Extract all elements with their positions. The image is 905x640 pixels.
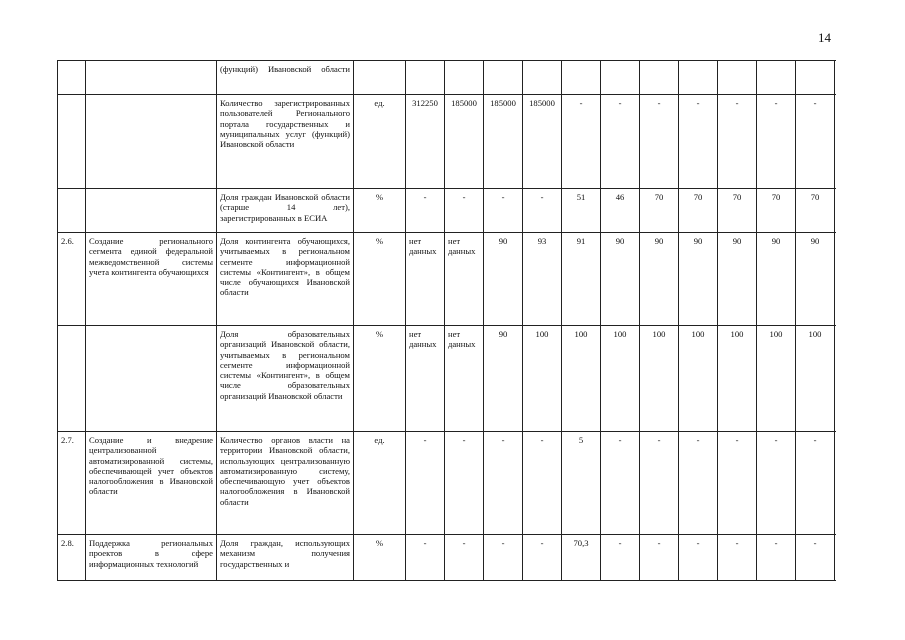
cell-value	[835, 432, 837, 535]
cell-value: 70	[718, 189, 757, 233]
cell-value: -	[601, 95, 640, 189]
cell-activity-name: Создание и внедрение централизованной автоматизированной системы, обеспечивающей учет объектов налогообложения в Ивановской области	[86, 432, 217, 535]
cell-value: 91	[562, 233, 601, 326]
cell-value: -	[406, 432, 445, 535]
cell-value: -	[523, 189, 562, 233]
cell-unit: %	[354, 189, 406, 233]
cell-number	[58, 61, 86, 95]
cell-activity-name	[86, 326, 217, 432]
cell-value: -	[484, 535, 523, 581]
cell-unit: %	[354, 535, 406, 581]
cell-activity-name: Поддержка региональных проектов в сфере информационных технологий	[86, 535, 217, 581]
cell-value	[445, 61, 484, 95]
cell-value: -	[796, 432, 835, 535]
cell-unit: ед.	[354, 432, 406, 535]
cell-value: -	[406, 189, 445, 233]
cell-unit: ед.	[354, 95, 406, 189]
cell-value: 100	[523, 326, 562, 432]
cell-value: 90	[601, 233, 640, 326]
cell-value: 185000	[523, 95, 562, 189]
cell-value: 70	[640, 189, 679, 233]
table-row	[58, 95, 837, 189]
cell-value: нет данных	[445, 233, 484, 326]
cell-value: 100	[640, 326, 679, 432]
cell-value: 5	[562, 432, 601, 535]
cell-value: 70	[757, 189, 796, 233]
cell-value: 90	[484, 326, 523, 432]
cell-indicator: (функций) Ивановской области	[217, 61, 354, 95]
cell-indicator: Доля граждан, использующих механизм получения государственных и	[217, 535, 354, 581]
cell-value: -	[679, 432, 718, 535]
cell-activity-name	[86, 61, 217, 95]
cell-value: 90	[718, 233, 757, 326]
cell-value	[835, 233, 837, 326]
cell-value: 90	[679, 233, 718, 326]
cell-value: -	[718, 535, 757, 581]
cell-value: 70	[796, 189, 835, 233]
cell-value: -	[445, 535, 484, 581]
cell-value	[757, 61, 796, 95]
cell-value: -	[796, 535, 835, 581]
cell-value: -	[640, 432, 679, 535]
cell-unit: %	[354, 326, 406, 432]
cell-activity-name: Создание регионального сегмента единой федеральной межведомственной системы учета контингента обучающихся	[86, 233, 217, 326]
cell-value	[484, 61, 523, 95]
cell-value: -	[601, 432, 640, 535]
cell-number	[58, 95, 86, 189]
cell-value: -	[640, 535, 679, 581]
cell-value	[640, 61, 679, 95]
cell-value: -	[757, 95, 796, 189]
cell-value: нет данных	[406, 326, 445, 432]
cell-value: 100	[601, 326, 640, 432]
cell-value: -	[718, 432, 757, 535]
cell-indicator: Количество органов власти на территории Ивановской области, использующих централизованную автоматизированную систему, обеспечивающую учет объектов налогообложения в Ивановской области	[217, 432, 354, 535]
cell-indicator: Доля образовательных организаций Ивановской области, учитываемых в региональном сегменте информационной системы «Контингент», в общем числе образовательных организаций Ивановской области	[217, 326, 354, 432]
cell-value: нет данных	[406, 233, 445, 326]
cell-value: 70,3	[562, 535, 601, 581]
cell-value: -	[562, 95, 601, 189]
table-row	[58, 189, 837, 233]
cell-value: 185000	[484, 95, 523, 189]
cell-value: -	[679, 535, 718, 581]
cell-value: 90	[484, 233, 523, 326]
cell-value: -	[718, 95, 757, 189]
cell-value: 51	[562, 189, 601, 233]
cell-value: 185000	[445, 95, 484, 189]
cell-value: -	[445, 432, 484, 535]
cell-unit	[354, 61, 406, 95]
cell-activity-name	[86, 95, 217, 189]
cell-indicator: Доля граждан Ивановской области (старше 14 лет), зарегистрированных в ЕСИА	[217, 189, 354, 233]
cell-number: 2.7.	[58, 432, 86, 535]
cell-value: 100	[757, 326, 796, 432]
cell-value: -	[484, 189, 523, 233]
cell-value	[718, 61, 757, 95]
cell-value: -	[523, 432, 562, 535]
cell-indicator: Количество зарегистрированных пользователей Регионального портала государственных и муниципальных услуг (функций) Ивановской области	[217, 95, 354, 189]
cell-value: 100	[718, 326, 757, 432]
cell-value: 100	[562, 326, 601, 432]
cell-activity-name	[86, 189, 217, 233]
cell-number	[58, 189, 86, 233]
cell-value: 46	[601, 189, 640, 233]
cell-value	[523, 61, 562, 95]
cell-value: 312250	[406, 95, 445, 189]
cell-number	[58, 326, 86, 432]
table-row	[58, 233, 837, 326]
cell-number: 2.6.	[58, 233, 86, 326]
cell-value: 93	[523, 233, 562, 326]
program-indicators-sheet	[57, 60, 836, 581]
table-row	[58, 535, 837, 581]
cell-value: 90	[757, 233, 796, 326]
cell-value	[835, 95, 837, 189]
cell-value: 100	[796, 326, 835, 432]
cell-value: -	[757, 432, 796, 535]
cell-value	[835, 61, 837, 95]
cell-value: нет данных	[445, 326, 484, 432]
cell-value: -	[523, 535, 562, 581]
cell-value: -	[484, 432, 523, 535]
cell-value: -	[796, 95, 835, 189]
cell-value	[601, 61, 640, 95]
cell-indicator: Доля контингента обучающихся, учитываемых в региональном сегменте информационной системы «Контингент», в общем числе обучающихся Ивановской области	[217, 233, 354, 326]
cell-value	[562, 61, 601, 95]
cell-value	[796, 61, 835, 95]
page-number: 14	[818, 30, 831, 45]
cell-value	[835, 326, 837, 432]
cell-value: -	[679, 95, 718, 189]
cell-unit: %	[354, 233, 406, 326]
cell-value: 100	[679, 326, 718, 432]
cell-value: 70	[679, 189, 718, 233]
table-row	[58, 326, 837, 432]
cell-value: -	[601, 535, 640, 581]
cell-value: 90	[640, 233, 679, 326]
cell-value: -	[445, 189, 484, 233]
table-row	[58, 61, 837, 95]
cell-value: 90	[796, 233, 835, 326]
cell-value	[406, 61, 445, 95]
cell-value	[835, 535, 837, 581]
cell-value	[835, 189, 837, 233]
cell-value: -	[406, 535, 445, 581]
indicators-table	[57, 60, 836, 581]
cell-number: 2.8.	[58, 535, 86, 581]
table-row	[58, 432, 837, 535]
cell-value	[679, 61, 718, 95]
cell-value: -	[757, 535, 796, 581]
cell-value: -	[640, 95, 679, 189]
